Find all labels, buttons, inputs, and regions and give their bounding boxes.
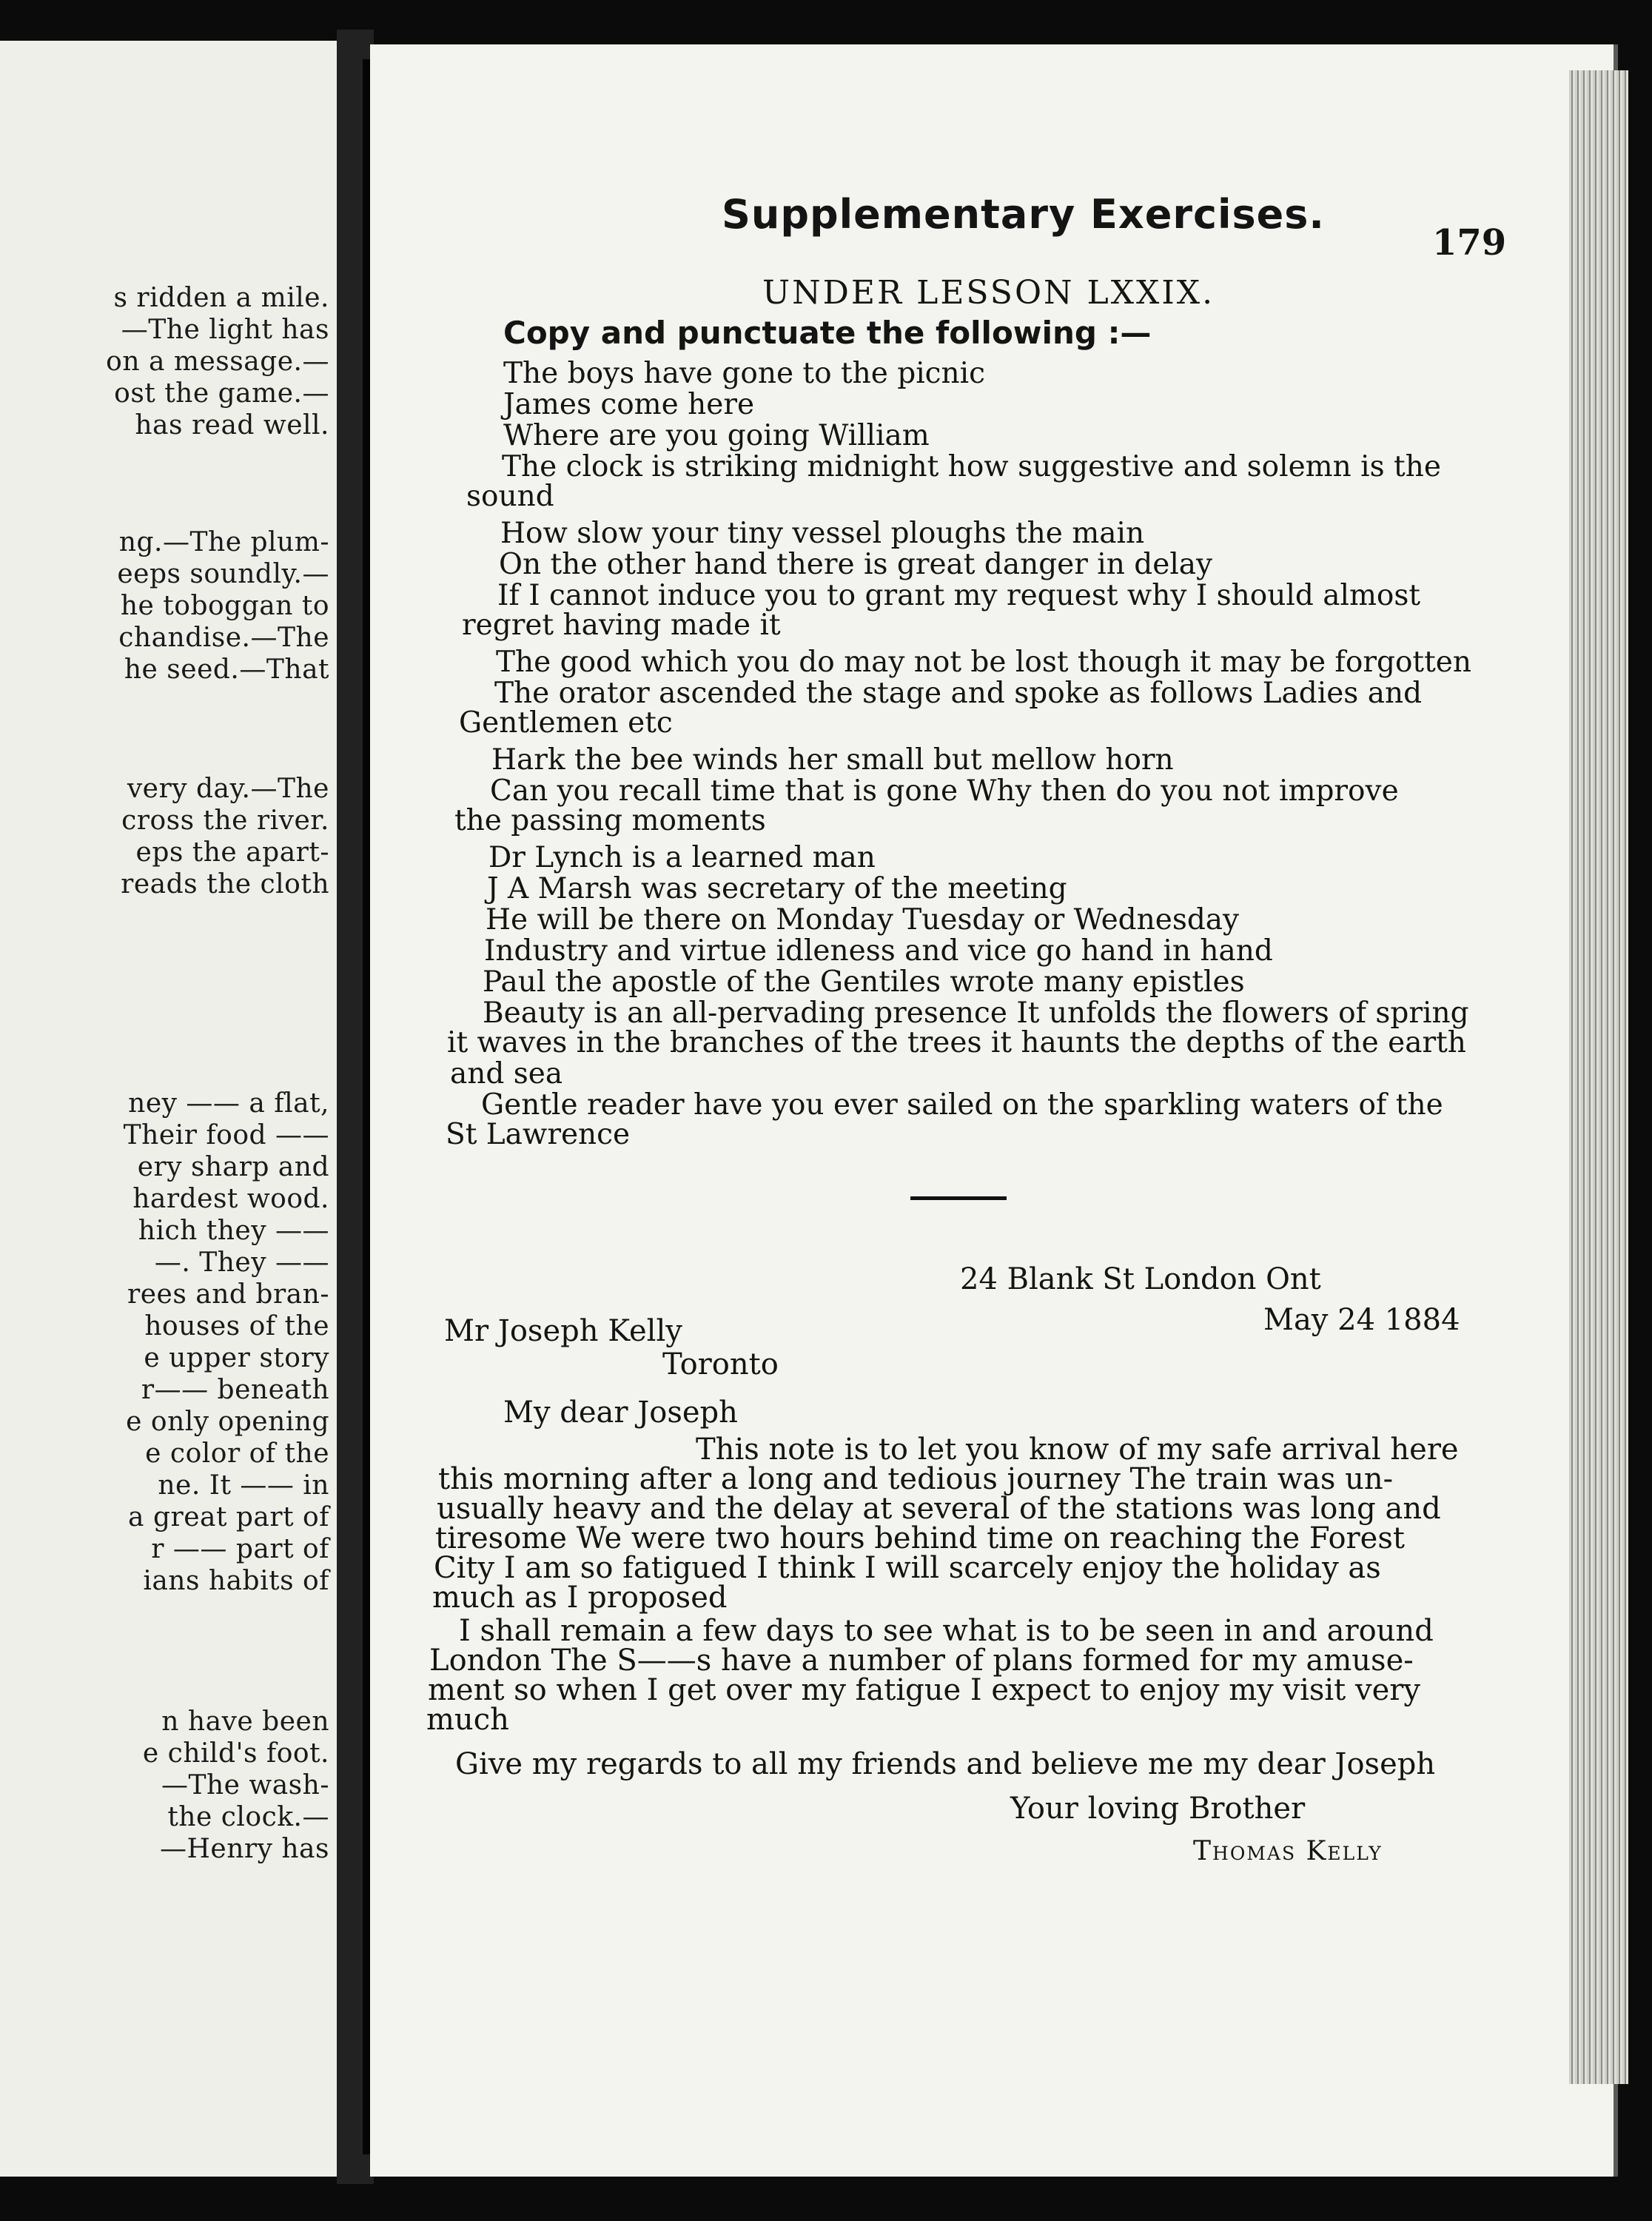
letter-body-line: much: [426, 1703, 509, 1737]
letter-body-line: City I am so fatigued I think I will scarcely enjoy the holiday as: [434, 1551, 1381, 1585]
left-text-line: ians habits of: [143, 1566, 329, 1596]
left-text-line: hich they ——: [138, 1216, 329, 1246]
left-text-line: the clock.—: [167, 1802, 329, 1832]
exercise-sentence: The good which you do may not be lost though it may be forgotten: [496, 646, 1471, 679]
left-text-line: houses of the: [144, 1311, 329, 1341]
page-number: 179: [1432, 222, 1507, 264]
exercise-sentence: Industry and virtue idleness and vice go hand in hand: [484, 934, 1273, 968]
left-text-line: ery sharp and: [137, 1152, 329, 1182]
left-text-line: eps the apart-: [135, 837, 329, 868]
salutation: My dear Joseph: [503, 1396, 738, 1430]
letter-body-line: I shall remain a few days to see what is to be seen in and around: [459, 1614, 1434, 1648]
left-text-line: ney —— a flat,: [128, 1088, 329, 1119]
exercise-sentence: J A Marsh was secretary of the meeting: [487, 872, 1067, 905]
left-text-line: a great part of: [128, 1502, 329, 1532]
left-text-line: —The wash-: [161, 1770, 329, 1800]
letter-body-line: ment so when I get over my fatigue I expect to enjoy my visit very: [428, 1673, 1420, 1707]
left-text-line: ne. It —— in: [158, 1470, 329, 1501]
exercise-sentence: Hark the bee winds her small but mellow horn: [491, 743, 1174, 777]
exercise-sentence: Beauty is an all-pervading presence It unfolds the flowers of spring it waves in the branches of the trees it haunts the depths of the earth: [447, 996, 1469, 1059]
exercise-sentence: Gentle reader have you ever sailed on the sparkling waters of the St Lawrence: [446, 1088, 1443, 1151]
left-text-line: on a message.—: [106, 346, 329, 377]
left-text-line: very day.—The: [127, 774, 329, 804]
letter-body-line: tiresome We were two hours behind time on reaching the Forest: [435, 1521, 1405, 1555]
exercise-sentence: How slow your tiny vessel ploughs the main: [500, 517, 1145, 550]
left-text-line: ost the game.—: [114, 378, 329, 409]
letter-body-line: This note is to let you know of my safe arrival here: [696, 1433, 1459, 1467]
letter-signature: Thomas Kelly: [1193, 1836, 1383, 1866]
left-text-line: —Henry has: [160, 1834, 329, 1864]
left-text-line: r—— beneath: [141, 1375, 329, 1405]
left-text-line: has read well.: [135, 410, 329, 440]
left-text-line: Their food ——: [123, 1120, 329, 1150]
left-text-line: he seed.—That: [124, 654, 329, 685]
left-text-line: e upper story: [144, 1343, 329, 1373]
exercise-sentence: Paul the apostle of the Gentiles wrote many epistles: [483, 965, 1245, 999]
exercise-sentence: and sea: [450, 1057, 563, 1091]
exercise-sentence: James come here: [503, 388, 755, 421]
left-text-line: —The light has: [121, 315, 329, 345]
left-text-line: hardest wood.: [132, 1184, 329, 1214]
letter-address: 24 Blank St London Ont: [960, 1262, 1321, 1296]
left-text-line: r —— part of: [151, 1534, 329, 1564]
left-text-line: reads the cloth: [121, 869, 329, 900]
left-text-line: he toboggan to: [120, 591, 329, 621]
exercise-sentence: Can you recall time that is gone Why then do you not improve the passing moments: [454, 774, 1399, 837]
left-text-line: cross the river.: [121, 805, 329, 836]
exercise-sentence: The boys have gone to the picnic: [503, 357, 985, 390]
exercise-sentence: The orator ascended the stage and spoke as follows Ladies and Gentlemen etc: [459, 677, 1423, 740]
exercise-sentence: He will be there on Monday Tuesday or Wednesday: [486, 903, 1240, 937]
left-text-line: e only opening: [126, 1407, 329, 1437]
running-title: Supplementary Exercises.: [722, 191, 1325, 238]
letter-date: May 24 1884: [1263, 1303, 1460, 1337]
section-divider: [910, 1196, 1007, 1200]
left-page-fragment: [0, 41, 337, 2177]
letter-body-line: Give my regards to all my friends and believe me my dear Joseph: [455, 1747, 1436, 1781]
exercise-instruction: Copy and punctuate the following :—: [503, 315, 1152, 351]
page-edges: [1569, 70, 1628, 2084]
left-text-line: e color of the: [145, 1438, 329, 1469]
recipient-name: Mr Joseph Kelly: [444, 1314, 682, 1348]
left-text-line: n have been: [161, 1706, 329, 1737]
letter-closing: Your loving Brother: [1010, 1792, 1306, 1826]
gutter-shadow: [363, 59, 370, 2154]
exercise-sentence: Dr Lynch is a learned man: [488, 841, 876, 874]
left-text-line: s ridden a mile.: [113, 283, 329, 313]
lesson-title: UNDER LESSON LXXIX.: [762, 274, 1215, 312]
letter-body-line: usually heavy and the delay at several of the stations was long and: [437, 1492, 1441, 1526]
left-text-line: rees and bran-: [127, 1279, 329, 1310]
exercise-sentence: If I cannot induce you to grant my request why I should almost regret having made it: [462, 579, 1421, 642]
letter-body-line: this morning after a long and tedious journey The train was un-: [438, 1462, 1394, 1496]
letter-body-line: much as I proposed: [432, 1581, 728, 1615]
exercise-sentence: The clock is striking midnight how suggestive and solemn is the sound: [466, 450, 1441, 513]
letter-body-line: London The S——s have a number of plans formed for my amuse-: [429, 1644, 1414, 1678]
left-text-line: chandise.—The: [118, 623, 329, 653]
left-text-line: eeps soundly.—: [117, 559, 329, 589]
exercise-sentence: Where are you going William: [503, 419, 930, 452]
exercise-sentence: On the other hand there is great danger in delay: [499, 548, 1213, 581]
left-text-line: ng.—The plum-: [118, 527, 329, 557]
left-text-line: e child's foot.: [142, 1738, 329, 1769]
left-text-line: —. They ——: [154, 1247, 329, 1278]
recipient-city: Toronto: [662, 1347, 779, 1381]
